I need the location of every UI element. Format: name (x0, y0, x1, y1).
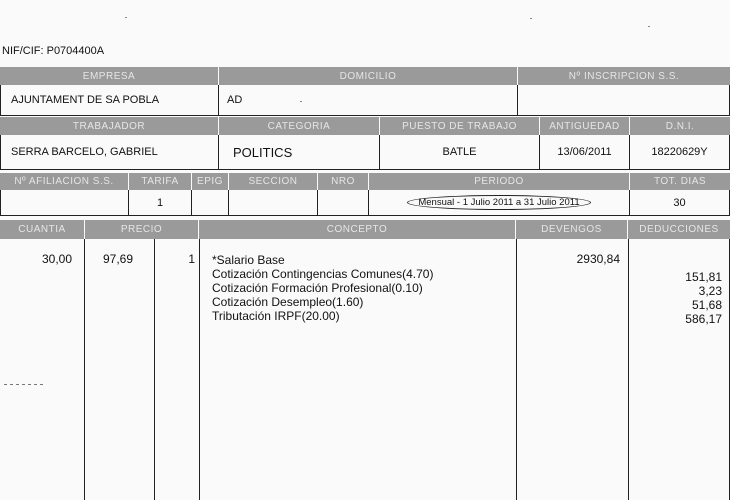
deducciones-list (630, 270, 722, 326)
deduccion-item: 586,17 (685, 312, 722, 326)
worker-dni: 18220629Y (630, 135, 730, 170)
concept-item: Cotización Formación Profesional(0.10) (212, 281, 423, 295)
header-periodo: PERIODO (369, 173, 629, 190)
periodo-cell (369, 190, 630, 216)
header-tot-dias: TOT. DIAS (630, 173, 730, 190)
header-afiliacion: Nº AFILIACION S.S. (0, 173, 128, 190)
concept-item: Cotización Contingencias Comunes(4.70) (212, 267, 434, 281)
concept-list (212, 253, 433, 323)
worker-puesto: BATLE (380, 135, 540, 170)
header-concepto: CONCEPTO (199, 220, 515, 239)
seccion-value (229, 190, 318, 216)
cuantia-value: 30,00 (41, 252, 72, 266)
header-puesto: PUESTO DE TRABAJO (380, 117, 539, 135)
nro-value (318, 190, 369, 216)
header-domicilio: DOMICILIO (219, 67, 517, 85)
header-deducciones: DEDUCCIONES (628, 220, 730, 239)
afiliacion-value (0, 190, 129, 216)
col-line-2 (154, 239, 155, 500)
header-trabajador: TRABAJADOR (0, 117, 218, 135)
col-line-3 (199, 239, 200, 500)
col-line-4 (516, 239, 517, 500)
epig-value (192, 190, 229, 216)
header-epig: EPIG (192, 173, 228, 190)
worker-name: SERRA BARCELO, GABRIEL (0, 135, 219, 170)
worker-antiguedad: 13/06/2011 (540, 135, 630, 170)
col-line-1 (84, 239, 85, 500)
periodo-value: Mensual - 1 Julio 2011 a 31 Julio 2011 (407, 195, 590, 210)
empresa-name: AJUNTAMENT DE SA POBLA (0, 85, 219, 116)
domicilio-value: AD (219, 85, 518, 116)
tot-dias-value: 30 (630, 190, 730, 216)
worker-categoria: POLITICS (219, 135, 380, 170)
devengos-value: 2930,84 (576, 252, 620, 266)
concept-item: *Salario Base (212, 253, 285, 267)
header-tarifa: TARIFA (129, 173, 191, 190)
header-categoria: CATEGORIA (219, 117, 379, 135)
header-seccion: SECCION (229, 173, 317, 190)
header-antiguedad: ANTIGUEDAD (540, 117, 629, 135)
header-precio: PRECIO (85, 220, 198, 239)
header-empresa: EMPRESA (0, 67, 218, 85)
header-nro: NRO (318, 173, 368, 190)
header-cuantia: CUANTIA (0, 220, 84, 239)
header-dni: D.N.I. (630, 117, 730, 135)
inscripcion-value (518, 85, 730, 116)
deduccion-item: 51,68 (691, 298, 722, 312)
scan-speck (125, 17, 127, 18)
deduccion-item: 3,23 (698, 284, 722, 298)
col-line-5 (628, 239, 629, 500)
concept-item: Tributación IRPF(20.00) (212, 309, 340, 323)
scan-speck (648, 26, 650, 27)
header-inscripcion: Nº INSCRIPCION S.S. (518, 67, 730, 85)
tarifa-value: 1 (129, 190, 192, 216)
scan-speck (300, 101, 302, 102)
scan-speck (4, 384, 44, 385)
deduccion-item: 151,81 (685, 270, 722, 284)
scan-speck (530, 18, 532, 19)
nif-label: NIF/CIF: P0704400A (2, 45, 105, 57)
precio-value: 97,69 (102, 252, 133, 266)
header-devengos: DEVENGOS (516, 220, 627, 239)
concept-item: Cotización Desempleo(1.60) (212, 295, 364, 309)
count-value: 1 (188, 252, 195, 266)
